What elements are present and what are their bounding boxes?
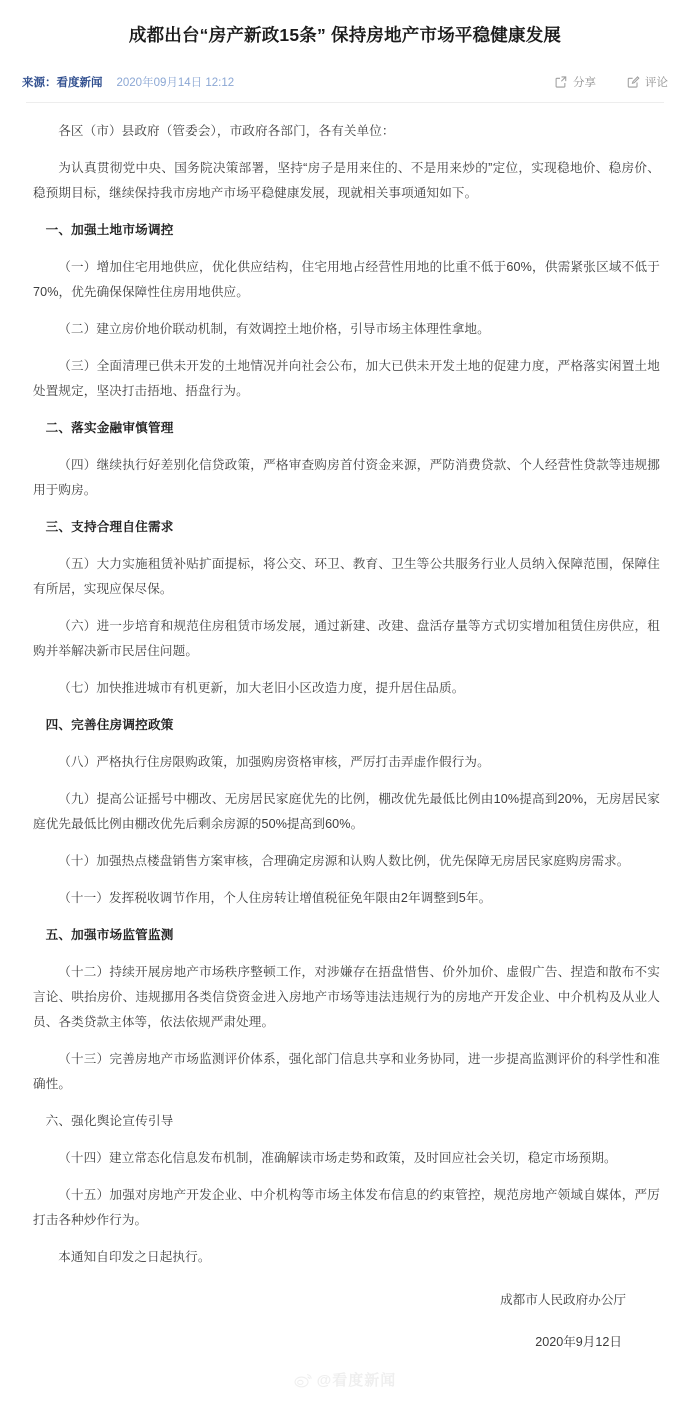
article-body [0, 119, 690, 1355]
comment-button[interactable] [626, 74, 668, 90]
comment-icon [626, 75, 640, 89]
article-source[interactable]: 来源：看度新闻 [22, 77, 103, 89]
policy-item: （五）大力实施租赁补贴扩面提标，将公交、环卫、教育、卫生等公共服务行业人员纳入保障范围，保障住有所居，实现应保尽保。 [33, 557, 660, 596]
policy-item: （三）全面清理已供未开发的土地情况并向社会公布，加大已供未开发土地的促建力度，严格落实闲置土地处置规定，坚决打击捂地、捂盘行为。 [33, 359, 660, 398]
section-heading: 三、支持合理自住需求 [45, 520, 174, 534]
policy-item: （十三）完善房地产市场监测评价体系，强化部门信息共享和业务协同，进一步提高监测评价的科学性和准确性。 [33, 1052, 660, 1091]
weibo-logo-icon [294, 1372, 313, 1388]
closing-paragraph: 本通知自印发之日起执行。 [58, 1250, 211, 1264]
section-heading: 五、加强市场监管监测 [45, 928, 174, 942]
policy-item: （六）进一步培育和规范住房租赁市场发展，通过新建、改建、盘活存量等方式切实增加租赁住房供应，租购并举解决新市民居住问题。 [33, 619, 660, 658]
signature-organization: 成都市人民政府办公厅 [500, 1293, 626, 1307]
salutation-paragraph: 各区（市）县政府（管委会），市政府各部门，各有关单位： [58, 124, 395, 138]
preamble-paragraph: 为认真贯彻党中央、国务院决策部署，坚持“房子是用来住的、不是用来炒的”定位，实现稳地价、稳房价、稳预期目标，继续保持我市房地产市场平稳健康发展，现就相关事项通知如下。 [33, 161, 660, 200]
watermark [0, 1369, 690, 1390]
policy-item: （四）继续执行好差别化信贷政策，严格审查购房首付资金来源，严防消费贷款、个人经营性贷款等违规挪用于购房。 [33, 458, 660, 497]
section-heading: 六、强化舆论宣传引导 [45, 1114, 174, 1128]
header-divider [26, 102, 664, 103]
policy-item: （十一）发挥税收调节作用，个人住房转让增值税征免年限由2年调整到5年。 [58, 891, 492, 905]
section-heading: 四、完善住房调控政策 [45, 718, 174, 732]
share-button-label: 分享 [573, 77, 596, 89]
section-heading: 二、落实金融审慎管理 [45, 421, 174, 435]
sections-container [33, 218, 660, 1233]
watermark-label: @看度新闻 [316, 1372, 397, 1389]
signature-date: 2020年9月12日 [535, 1335, 622, 1349]
meta-left-group [22, 74, 554, 90]
policy-item: （十）加强热点楼盘销售方案审核，合理确定房源和认购人数比例，优先保障无房居民家庭购房需求。 [58, 854, 630, 868]
policy-item: （七）加快推进城市有机更新，加大老旧小区改造力度，提升居住品质。 [58, 681, 465, 695]
article-publish-time: 2020年09月14日 12:12 [116, 77, 235, 89]
policy-item: （十五）加强对房地产开发企业、中介机构等市场主体发布信息的约束管控，规范房地产领域自媒体，严厉打击各种炒作行为。 [33, 1188, 660, 1227]
share-button[interactable] [554, 74, 596, 90]
signature-block [33, 1288, 660, 1355]
policy-item: （八）严格执行住房限购政策，加强购房资格审核，严厉打击弄虚作假行为。 [58, 755, 490, 769]
article-actions [554, 74, 668, 90]
share-icon [554, 75, 568, 89]
section-heading: 一、加强土地市场调控 [45, 223, 174, 237]
policy-item: （二）建立房价地价联动机制，有效调控土地价格，引导市场主体理性拿地。 [58, 322, 490, 336]
policy-item: （九）提高公证摇号中棚改、无房居民家庭优先的比例，棚改优先最低比例由10%提高到20%，无房居民家庭优先最低比例由棚改优先后剩余房源的50%提高到60%。 [33, 792, 660, 831]
page-title: 成都出台“房产新政15条” 保持房地产市场平稳健康发展 [128, 25, 562, 45]
policy-item: （一）增加住宅用地供应，优化供应结构，住宅用地占经营性用地的比重不低于60%，供需紧张区域不低于70%，优先确保保障性住房用地供应。 [33, 260, 660, 299]
policy-item: （十二）持续开展房地产市场秩序整顿工作，对涉嫌存在捂盘惜售、价外加价、虚假广告、捏造和散布不实言论、哄抬房价、违规挪用各类信贷资金进入房地产市场等违法违规行为的房地产开发企业、中介机构及从业人员、各类贷款主体等，依法依规严肃处理。 [33, 965, 660, 1029]
article-meta-row [18, 72, 672, 92]
article-header [0, 0, 690, 103]
comment-button-label: 评论 [645, 77, 668, 89]
policy-item: （十四）建立常态化信息发布机制，准确解读市场走势和政策，及时回应社会关切，稳定市场预期。 [58, 1151, 617, 1165]
